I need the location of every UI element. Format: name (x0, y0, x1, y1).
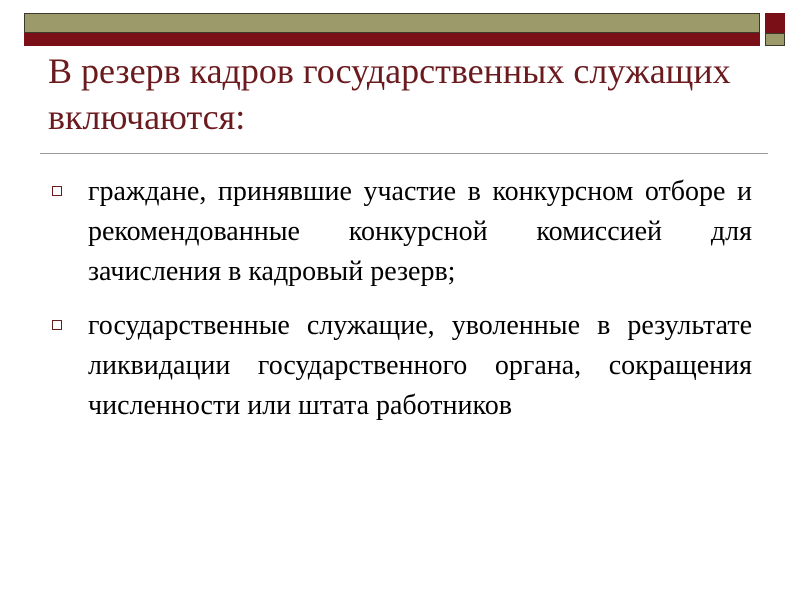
slide-title: В резерв кадров государственных служащих включаются: (48, 51, 731, 137)
bullet-text-2: государственные служащие, уволенные в результате ликвидации государственного органа, сокращения численности или штата работников (88, 310, 752, 421)
bullet-text-1: граждане, принявшие участие в конкурсном отборе и рекомендованные конкурсной комиссией для зачисления в кадровый резерв; (88, 176, 752, 287)
title-divider (40, 153, 768, 154)
hollow-square-bullet-icon (52, 186, 62, 196)
bullet-list (50, 172, 752, 440)
bullet-item-2 (50, 306, 752, 426)
hollow-square-bullet-icon (52, 320, 62, 330)
bullet-item-1 (50, 172, 752, 292)
header-square-olive (765, 33, 785, 46)
header-bar-olive (24, 13, 760, 33)
header-square-maroon (765, 13, 785, 33)
header-bar-maroon (24, 33, 760, 46)
